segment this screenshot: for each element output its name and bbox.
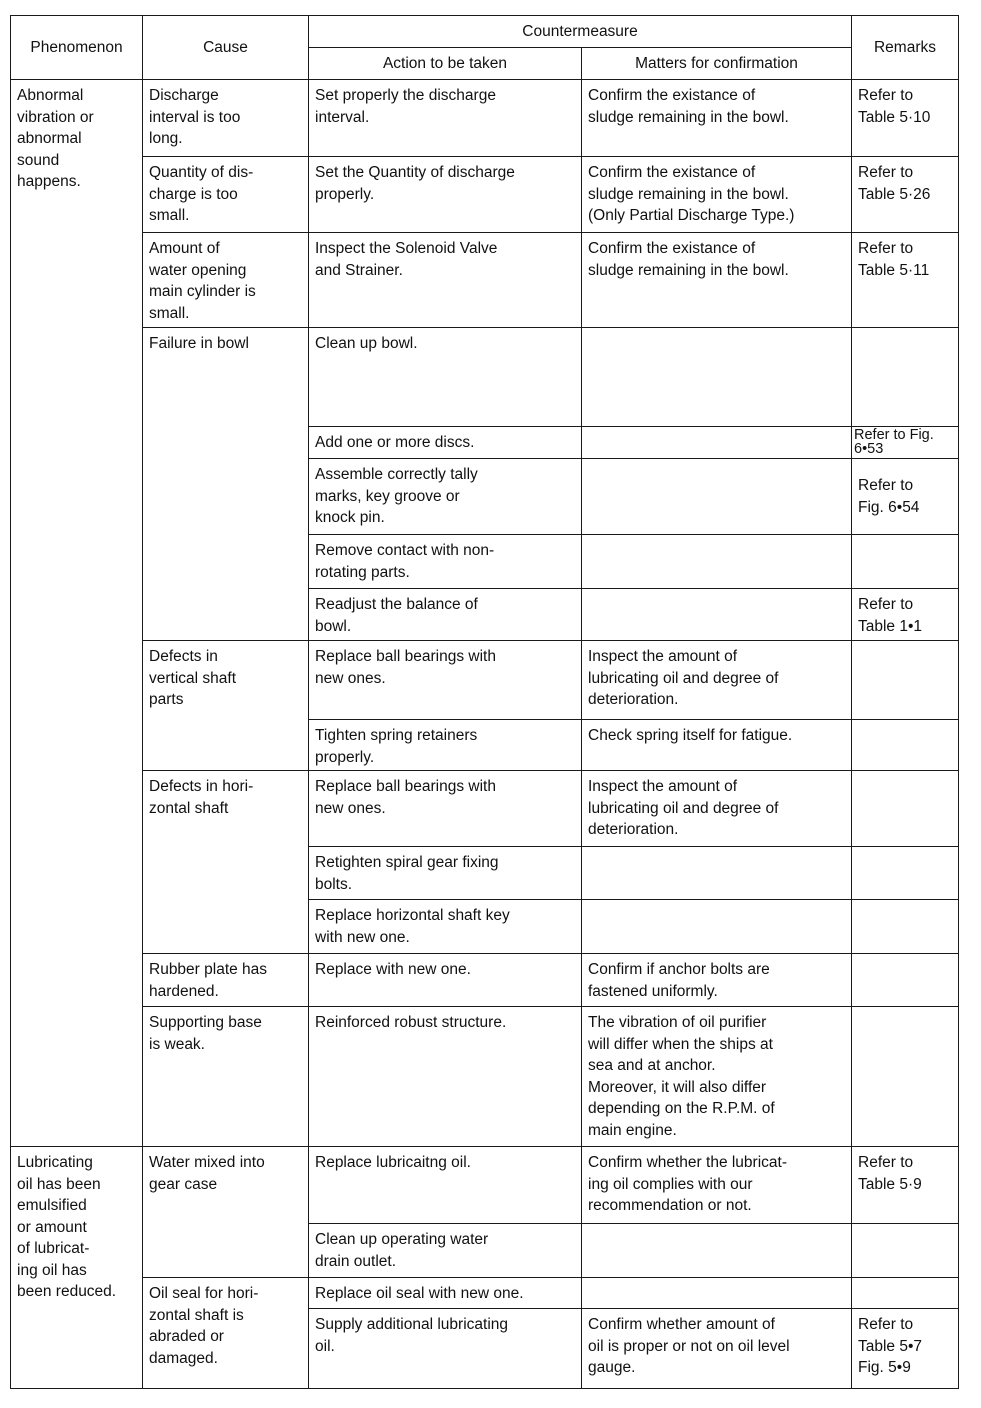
remarks-cell xyxy=(852,954,959,1007)
action-cell: Supply additional lubricating oil. xyxy=(309,1309,582,1389)
remarks-cell: Refer to Table 5•7 Fig. 5•9 xyxy=(852,1309,959,1389)
action-cell: Assemble correctly tally marks, key groove or knock pin. xyxy=(309,459,582,535)
cause-cell: Discharge interval is too long. xyxy=(143,80,309,157)
action-cell: Retighten spiral gear fixing bolts. xyxy=(309,847,582,900)
remarks-cell: Refer to Table 5·10 xyxy=(852,80,959,157)
confirmation-cell: The vibration of oil purifier will differ when the ships at sea and at anchor. Moreover, it will also differ depending on the R.P.M. of main engine. xyxy=(582,1007,852,1147)
action-cell: Tighten spring retainers properly. xyxy=(309,720,582,771)
action-cell: Replace horizontal shaft key with new one. xyxy=(309,900,582,954)
confirmation-cell xyxy=(582,459,852,535)
phenomenon-cell: Lubricating oil has been emulsified or amount of lubricat- ing oil has been reduced. xyxy=(11,1147,143,1389)
remarks-cell: Refer to Fig. 6•53 xyxy=(852,427,959,459)
table-row xyxy=(11,328,959,427)
table-row xyxy=(11,954,959,1007)
remarks-cell xyxy=(852,900,959,954)
confirmation-cell xyxy=(582,535,852,589)
confirmation-cell xyxy=(582,1224,852,1278)
remarks-cell: Refer to Table 5·9 xyxy=(852,1147,959,1224)
cause-cell: Oil seal for hori- zontal shaft is abraded or damaged. xyxy=(143,1278,309,1389)
confirmation-cell: Confirm whether amount of oil is proper or not on oil level gauge. xyxy=(582,1309,852,1389)
remarks-cell xyxy=(852,847,959,900)
action-cell: Set the Quantity of discharge properly. xyxy=(309,157,582,233)
action-cell: Replace with new one. xyxy=(309,954,582,1007)
cause-cell: Supporting base is weak. xyxy=(143,1007,309,1147)
header-action: Action to be taken xyxy=(309,48,582,80)
table-row xyxy=(11,1147,959,1224)
troubleshooting-sheet xyxy=(10,15,959,1389)
confirmation-cell: Confirm if anchor bolts are fastened uniformly. xyxy=(582,954,852,1007)
remarks-cell xyxy=(852,720,959,771)
cause-cell: Failure in bowl xyxy=(143,328,309,641)
confirmation-cell: Confirm the existance of sludge remaining in the bowl. (Only Partial Discharge Type.) xyxy=(582,157,852,233)
cause-cell: Rubber plate has hardened. xyxy=(143,954,309,1007)
remarks-cell: Refer to Table 1•1 xyxy=(852,589,959,641)
confirmation-cell xyxy=(582,900,852,954)
remarks-cell xyxy=(852,535,959,589)
remarks-cell: Refer to Fig. 6•54 xyxy=(852,459,959,535)
remarks-cell xyxy=(852,1278,959,1309)
confirmation-cell xyxy=(582,427,852,459)
action-cell: Remove contact with non- rotating parts. xyxy=(309,535,582,589)
remarks-cell xyxy=(852,1224,959,1278)
cause-cell: Water mixed into gear case xyxy=(143,1147,309,1278)
remarks-cell xyxy=(852,771,959,847)
remarks-cell xyxy=(852,1007,959,1147)
table-row xyxy=(11,233,959,328)
action-cell: Replace oil seal with new one. xyxy=(309,1278,582,1309)
action-cell: Replace ball bearings with new ones. xyxy=(309,641,582,720)
confirmation-cell: Confirm the existance of sludge remaining in the bowl. xyxy=(582,80,852,157)
remarks-cell: Refer to Table 5·11 xyxy=(852,233,959,328)
confirmation-cell xyxy=(582,589,852,641)
confirmation-cell xyxy=(582,847,852,900)
action-cell: Readjust the balance of bowl. xyxy=(309,589,582,641)
header-phenomenon: Phenomenon xyxy=(11,16,143,80)
remarks-cell xyxy=(852,328,959,427)
cause-cell: Defects in vertical shaft parts xyxy=(143,641,309,771)
cause-cell: Amount of water opening main cylinder is small. xyxy=(143,233,309,328)
table-row xyxy=(11,157,959,233)
phenomenon-cell: Abnormal vibration or abnormal sound happens. xyxy=(11,80,143,1147)
action-cell: Clean up bowl. xyxy=(309,328,582,427)
table-row xyxy=(11,1007,959,1147)
confirmation-cell: Inspect the amount of lubricating oil and degree of deterioration. xyxy=(582,641,852,720)
header-confirmation: Matters for confirmation xyxy=(582,48,852,80)
remarks-cell: Refer to Table 5·26 xyxy=(852,157,959,233)
action-cell: Add one or more discs. xyxy=(309,427,582,459)
action-cell: Clean up operating water drain outlet. xyxy=(309,1224,582,1278)
confirmation-cell: Confirm whether the lubricat- ing oil complies with our recommendation or not. xyxy=(582,1147,852,1224)
header-countermeasure: Countermeasure xyxy=(309,16,852,48)
action-cell: Set properly the discharge interval. xyxy=(309,80,582,157)
confirmation-cell: Check spring itself for fatigue. xyxy=(582,720,852,771)
cause-cell: Defects in hori- zontal shaft xyxy=(143,771,309,954)
troubleshooting-table xyxy=(10,15,959,1389)
confirmation-cell xyxy=(582,328,852,427)
table-row xyxy=(11,771,959,847)
remarks-cell xyxy=(852,641,959,720)
action-cell: Inspect the Solenoid Valve and Strainer. xyxy=(309,233,582,328)
action-cell: Reinforced robust structure. xyxy=(309,1007,582,1147)
header-remarks: Remarks xyxy=(852,16,959,80)
action-cell: Replace lubricaitng oil. xyxy=(309,1147,582,1224)
table-row xyxy=(11,80,959,157)
header-cause: Cause xyxy=(143,16,309,80)
confirmation-cell xyxy=(582,1278,852,1309)
table-row xyxy=(11,1278,959,1309)
table-row xyxy=(11,641,959,720)
confirmation-cell: Inspect the amount of lubricating oil and degree of deterioration. xyxy=(582,771,852,847)
confirmation-cell: Confirm the existance of sludge remaining in the bowl. xyxy=(582,233,852,328)
cause-cell: Quantity of dis- charge is too small. xyxy=(143,157,309,233)
action-cell: Replace ball bearings with new ones. xyxy=(309,771,582,847)
